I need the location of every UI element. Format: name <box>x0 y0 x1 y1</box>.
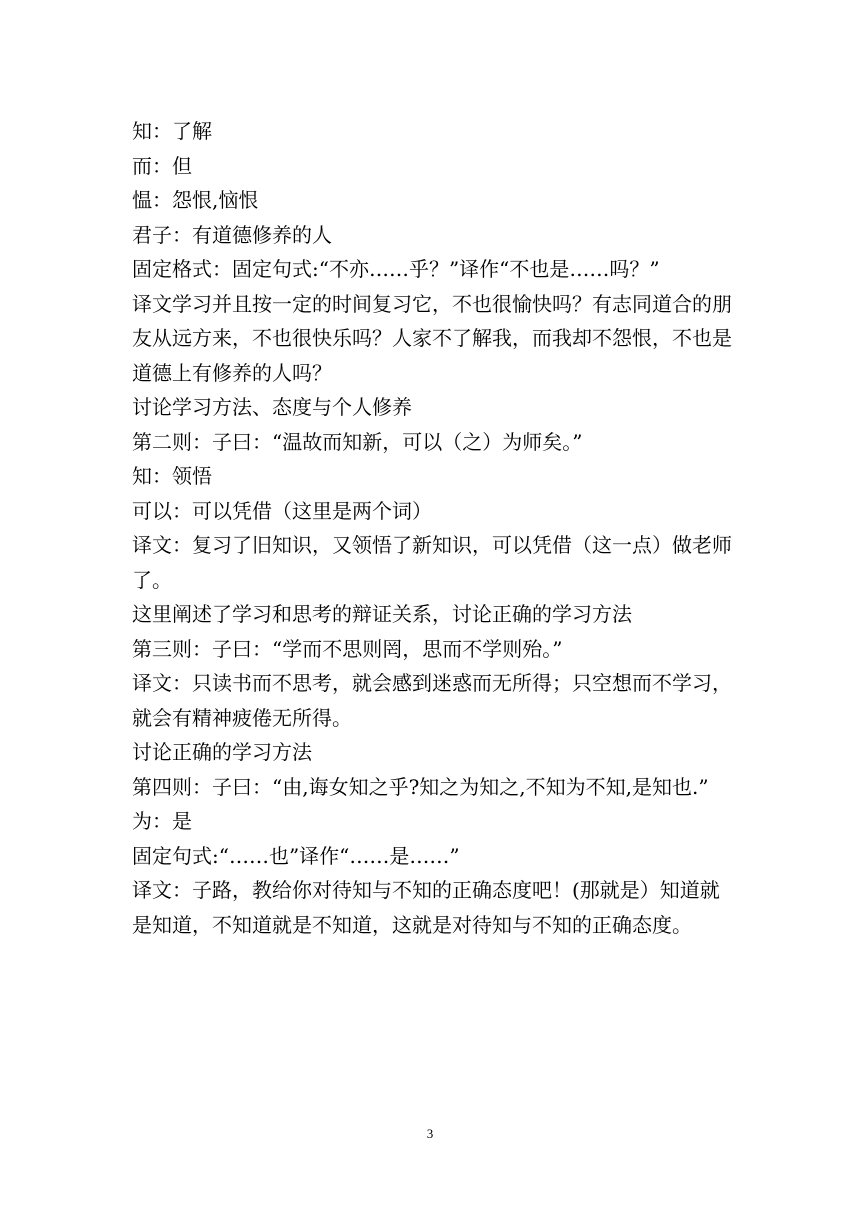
text-line: 固定格式：固定句式:“不亦……乎？”译作“不也是……吗？” <box>132 257 660 281</box>
text-line: 知：了解 <box>132 119 212 143</box>
text-line: 就会有精神疲倦无所得。 <box>132 705 352 730</box>
text-line: 愠：怨恨,恼恨 <box>132 188 259 212</box>
text-line: 译文：复习了旧知识，又领悟了新知识，可以凭借（这一点）做老师 <box>132 533 732 557</box>
text-line: 译文：子路，教给你对待知与不知的正确态度吧！(那就是）知道就 <box>132 878 720 902</box>
text-line: 第三则：子曰：“学而不思则罔，思而不学则殆。” <box>132 636 563 661</box>
text-line: 而：但 <box>132 153 192 178</box>
text-line: 道德上有修养的人吗？ <box>132 360 332 385</box>
text-line: 为：是 <box>132 809 192 833</box>
text-line: 译文：只读书而不思考，就会感到迷惑而无所得；只空想而不学习， <box>132 671 732 695</box>
text-line: 第二则：子曰：“温故而知新，可以（之）为师矣。” <box>132 429 583 454</box>
text-line: 固定句式:“……也”译作“……是……” <box>132 843 460 868</box>
text-line: 讨论正确的学习方法 <box>132 740 312 764</box>
text-line: 知：领悟 <box>132 464 212 488</box>
page-number: 3 <box>426 1126 434 1141</box>
text-line: 讨论学习方法、态度与个人修养 <box>132 395 412 419</box>
text-line: 君子：有道德修养的人 <box>132 222 332 247</box>
text-line: 可以：可以凭借（这里是两个词） <box>132 498 432 523</box>
text-line: 友从远方来，不也很快乐吗？人家不了解我，而我却不怨恨，不也是 <box>132 326 732 350</box>
document-body <box>132 114 732 942</box>
text-line: 了。 <box>132 567 172 592</box>
text-line: 译文学习并且按一定的时间复习它，不也很愉快吗？有志同道合的朋 <box>132 291 732 316</box>
text-line: 第四则：子曰：“由,诲女知之乎?知之为知之,不知为不知,是知也.” <box>132 774 709 799</box>
text-line: 这里阐述了学习和思考的辩证关系，讨论正确的学习方法 <box>132 602 632 626</box>
text-line: 是知道，不知道就是不知道，这就是对待知与不知的正确态度。 <box>132 912 692 937</box>
